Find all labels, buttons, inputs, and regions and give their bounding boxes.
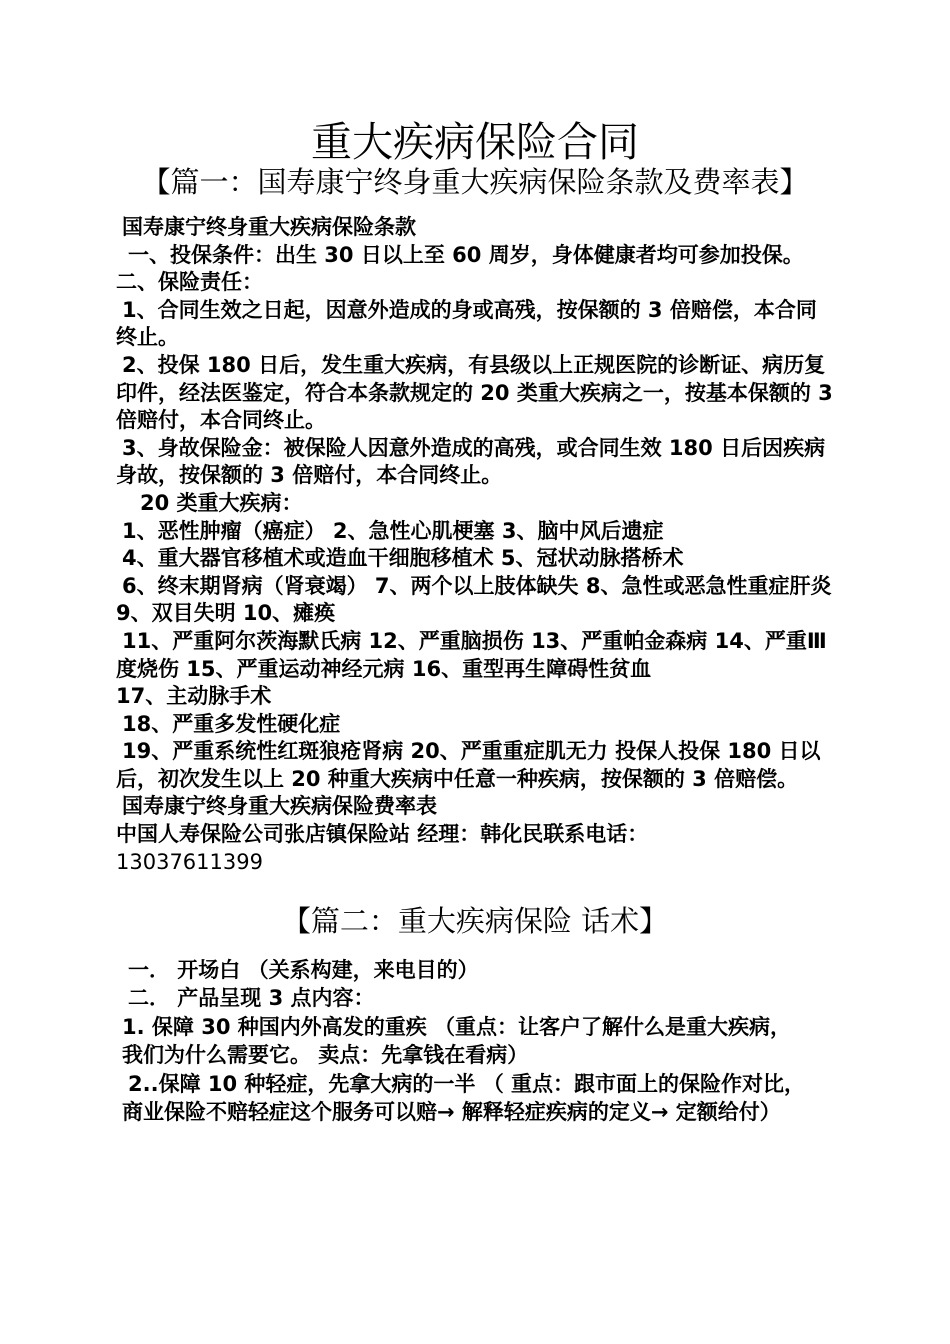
contact-phone: 13037611399 xyxy=(116,849,263,874)
disease-list-item: 6、终末期肾病（肾衰竭） 7、两个以上肢体缺失 8、急性或恶急性重症肝炎 9、双目失明 10、瘫痪 xyxy=(116,573,832,626)
paragraph-accident: 1、合同生效之日起，因意外造成的身或高残，按保额的 3 倍赔偿，本合同终止。 xyxy=(116,297,817,350)
contact-line: 中国人寿保险公司张店镇保险站 经理：韩化民联系电话： xyxy=(116,822,649,847)
script-point-continued: 我们为什么需要它。 卖点：先拿钱在看病） xyxy=(122,1043,529,1068)
paragraph-critical-illness: 2、投保 180 日后，发生重大疾病，有县级以上正规医院的诊断证、病历复印件，经法医鉴定，符合本条款规定的 20 类重大疾病之一，按基本保额的 3 倍赔付，本合同终止。 xyxy=(116,352,833,433)
document-title: 重大疾病保险合同 xyxy=(311,118,639,166)
part2-body xyxy=(116,956,836,1126)
disease-list-item: 4、重大器官移植术或造血干细胞移植术 5、冠状动脉搭桥术 xyxy=(122,546,684,571)
disease-list-item: 1、恶性肿瘤（癌症） 2、急性心肌梗塞 3、脑中风后遗症 xyxy=(122,518,664,543)
disease-list-item: 19、严重系统性红斑狼疮肾病 20、严重重症肌无力 投保人投保 180 日以后，初次发生以上 20 种重大疾病中任意一种疾病，按保额的 3 倍赔偿。 xyxy=(116,739,821,791)
part2-heading: 【篇二：重大疾病保险 话术】 xyxy=(281,904,669,938)
script-section-product: 二． 产品呈现 3 点内容： xyxy=(128,986,375,1011)
disease-list-heading: 20 类重大疾病： xyxy=(140,490,303,515)
paragraph-death-benefit: 3、身故保险金：被保险人因意外造成的高残，或合同生效 180 日后因疾病身故，按保额的 3 倍赔付，本合同终止。 xyxy=(116,435,826,488)
clause-title: 国寿康宁终身重大疾病保险条款 xyxy=(122,215,416,239)
part1-heading: 【篇一：国寿康宁终身重大疾病保险条款及费率表】 xyxy=(141,165,809,199)
part1-body xyxy=(116,214,836,876)
disease-list-item: 18、严重多发性硬化症 xyxy=(122,711,341,736)
script-point: 1. 保障 30 种国内外高发的重疾 （重点：让客户了解什么是重大疾病， xyxy=(122,1014,792,1039)
script-section-opening: 一． 开场白 （关系构建，来电目的） xyxy=(128,958,479,982)
disease-list-item: 17、主动脉手术 xyxy=(116,684,272,709)
rate-table-title: 国寿康宁终身重大疾病保险费率表 xyxy=(122,794,437,819)
paragraph-eligibility: 一、投保条件：出生 30 日以上至 60 周岁，身体健康者均可参加投保。 二、保险责任： xyxy=(116,242,804,295)
script-point: 2..保障 10 种轻症，先拿大病的一半 （ 重点：跟市面上的保险作对比， xyxy=(128,1071,806,1096)
disease-list-item: 11、严重阿尔茨海默氏病 12、严重脑损伤 13、严重帕金森病 14、严重Ⅲ度烧伤 15、严重运动神经元病 16、重型再生障碍性贫血 xyxy=(116,628,827,681)
script-point-continued: 商业保险不赔轻症这个服务可以赔→ 解释轻症疾病的定义→ 定额给付） xyxy=(122,1100,781,1125)
